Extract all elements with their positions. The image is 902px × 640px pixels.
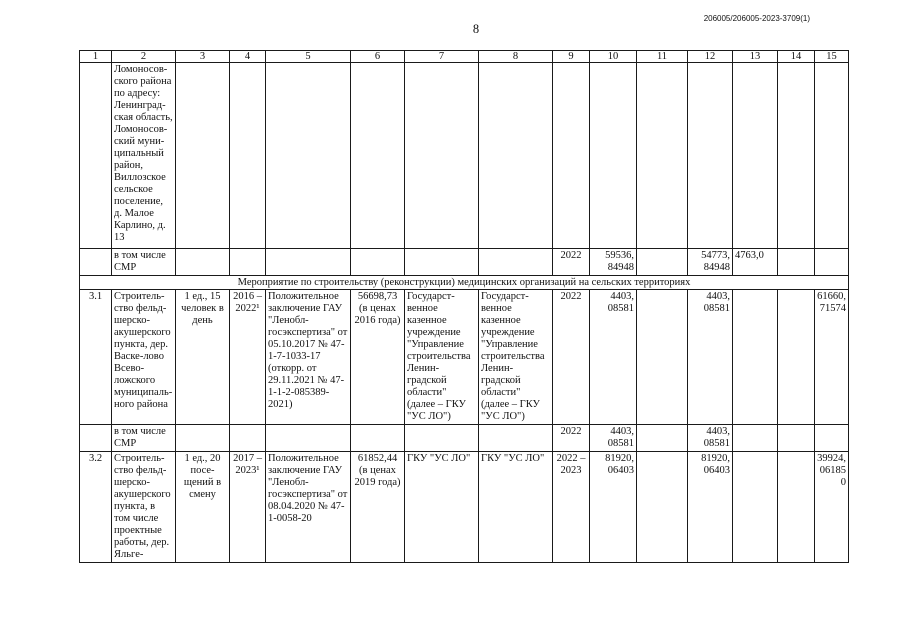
table-row — [80, 249, 849, 276]
table-cell — [815, 249, 849, 276]
table-cell — [815, 63, 849, 249]
table-cell — [176, 63, 230, 249]
column-number: 11 — [637, 51, 688, 63]
amount-cell: 4403, 08581 — [590, 425, 637, 452]
table-cell — [266, 63, 351, 249]
table-cell — [733, 425, 778, 452]
row-number: 3.2 — [80, 452, 112, 563]
period-cell: 2016 – 2022¹ — [230, 290, 266, 425]
table-cell — [351, 63, 405, 249]
column-number: 3 — [176, 51, 230, 63]
cost-cell: 61852,44 (в ценах 2019 года) — [351, 452, 405, 563]
table-row — [80, 425, 849, 452]
document-id: 206005/206005-2023-3709(1) — [703, 14, 810, 23]
table-cell — [266, 249, 351, 276]
object-name-cell: Строитель-ство фельд-шерско-акушерского пункта, дер. Васке-лово Всево-ложского муниципаль-ного района — [112, 290, 176, 425]
table-row — [80, 452, 849, 563]
amount-cell: 4403, 08581 — [590, 290, 637, 425]
column-number: 9 — [553, 51, 590, 63]
year-cell: 2022 – 2023 — [553, 452, 590, 563]
amount-cell: 59536, 84948 — [590, 249, 637, 276]
table-row — [80, 290, 849, 425]
expertise-cell: Положительное заключение ГАУ "Ленобл-госэкспертиза" от 08.04.2020 № 47-1-0058-20 — [266, 452, 351, 563]
table-cell — [176, 425, 230, 452]
table-cell — [80, 249, 112, 276]
table-cell — [230, 249, 266, 276]
amount-cell: 4763,0 — [733, 249, 778, 276]
column-number: 10 — [590, 51, 637, 63]
column-number: 5 — [266, 51, 351, 63]
table-cell — [553, 63, 590, 249]
table-cell — [80, 63, 112, 249]
column-number: 1 — [80, 51, 112, 63]
table-cell — [80, 425, 112, 452]
year-cell: 2022 — [553, 249, 590, 276]
period-cell: 2017 – 2023¹ — [230, 452, 266, 563]
section-title: Мероприятие по строительству (реконструкции) медицинских организаций на сельских территориях — [80, 276, 849, 290]
table-cell — [733, 63, 778, 249]
table-cell — [479, 425, 553, 452]
table-cell — [405, 63, 479, 249]
column-number: 15 — [815, 51, 849, 63]
column-number: 6 — [351, 51, 405, 63]
column-number: 2 — [112, 51, 176, 63]
table-cell — [637, 63, 688, 249]
table-cell — [733, 290, 778, 425]
table-row — [80, 63, 849, 249]
capacity-cell: 1 ед., 15 человек в день — [176, 290, 230, 425]
table-cell — [479, 63, 553, 249]
table-cell — [230, 425, 266, 452]
customer-cell: Государст-венное казенное учреждение "Управление строительства Ленин-градской области" (далее – ГКУ "УС ЛО") — [405, 290, 479, 425]
expertise-cell: Положительное заключение ГАУ "Ленобл-госэкспертиза" от 05.10.2017 № 47-1-7-1033-17 (откорр. от 29.11.2021 № 47-1-1-2-085389-2021) — [266, 290, 351, 425]
smr-label: в том числе СМР — [112, 425, 176, 452]
table-cell — [230, 63, 266, 249]
customer-cell: ГКУ "УС ЛО" — [405, 452, 479, 563]
table-cell — [637, 452, 688, 563]
table-cell — [778, 425, 815, 452]
developer-cell: ГКУ "УС ЛО" — [479, 452, 553, 563]
capacity-cell: 1 ед., 20 посе-щений в смену — [176, 452, 230, 563]
table-cell — [176, 249, 230, 276]
row-number: 3.1 — [80, 290, 112, 425]
program-table — [79, 50, 849, 563]
cost-cell: 56698,73 (в ценах 2016 года) — [351, 290, 405, 425]
table-cell — [778, 452, 815, 563]
amount-cell: 61660, 71574 — [815, 290, 849, 425]
section-row — [80, 276, 849, 290]
table-cell — [778, 290, 815, 425]
table-cell — [351, 249, 405, 276]
developer-cell: Государст-венное казенное учреждение "Управление строительства Ленин-градской области" (далее – ГКУ "УС ЛО") — [479, 290, 553, 425]
page-number: 8 — [472, 22, 480, 36]
amount-cell: 4403, 08581 — [688, 425, 733, 452]
table-cell — [637, 425, 688, 452]
table-cell — [733, 452, 778, 563]
table-cell — [778, 249, 815, 276]
table-cell — [637, 249, 688, 276]
table-cell — [405, 425, 479, 452]
column-number-row — [80, 51, 849, 63]
amount-cell: 81920, 06403 — [688, 452, 733, 563]
amount-cell: 39924, 061850 — [815, 452, 849, 563]
column-number: 7 — [405, 51, 479, 63]
amount-cell: 54773, 84948 — [688, 249, 733, 276]
table-cell — [351, 425, 405, 452]
year-cell: 2022 — [553, 290, 590, 425]
table-cell — [479, 249, 553, 276]
amount-cell: 4403, 08581 — [688, 290, 733, 425]
year-cell: 2022 — [553, 425, 590, 452]
table-cell — [405, 249, 479, 276]
column-number: 8 — [479, 51, 553, 63]
table-cell — [637, 290, 688, 425]
table-cell — [266, 425, 351, 452]
column-number: 13 — [733, 51, 778, 63]
table-cell — [815, 425, 849, 452]
column-number: 12 — [688, 51, 733, 63]
table-cell — [590, 63, 637, 249]
object-name-cell: Строитель-ство фельд-шерско-акушерского пункта, в том числе проектные работы, дер. Яльге- — [112, 452, 176, 563]
table-cell — [778, 63, 815, 249]
table-cell — [688, 63, 733, 249]
amount-cell: 81920, 06403 — [590, 452, 637, 563]
object-address-cell: Ломоносов-ского района по адресу: Ленинград-ская область, Ломоносов-ский муни-ципальный район, Виллозское сельское поселение, д. Малое Карлино, д. 13 — [112, 63, 176, 249]
column-number: 14 — [778, 51, 815, 63]
column-number: 4 — [230, 51, 266, 63]
smr-label: в том числе СМР — [112, 249, 176, 276]
